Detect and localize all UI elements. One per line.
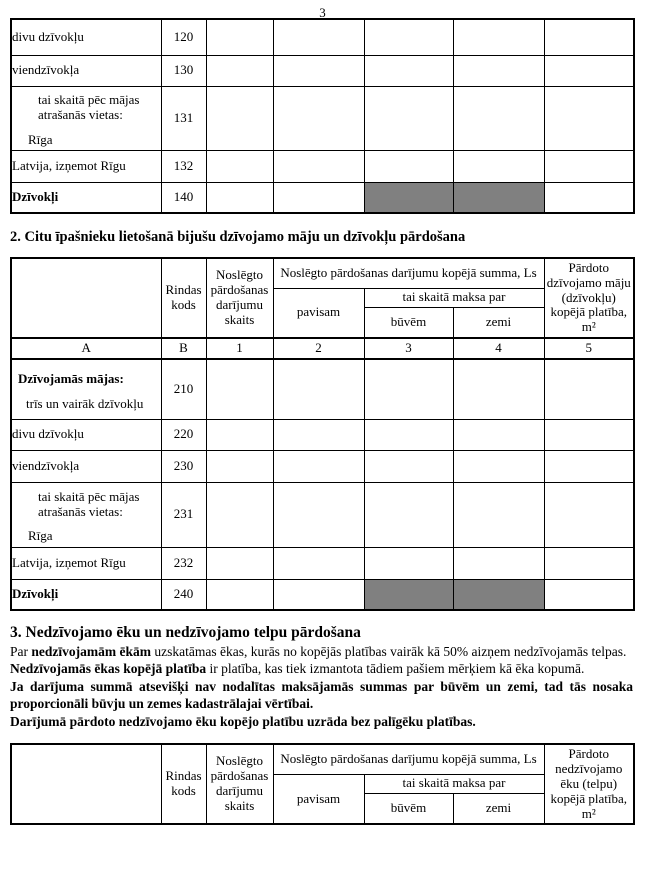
- row-code-cell: 240: [161, 579, 206, 610]
- row-code-cell: 220: [161, 419, 206, 450]
- table-row: [11, 450, 634, 482]
- data-cell: [453, 450, 544, 482]
- header-kopeja-platiba: Pārdoto nedzīvojamo ēku (telpu) kopējā platība, m²: [544, 744, 634, 824]
- data-cell: [453, 419, 544, 450]
- page-number: 3: [319, 5, 326, 20]
- row-label-cell: divu dzīvokļu: [11, 19, 161, 55]
- section-3-body: [10, 643, 633, 730]
- column-letter: A: [11, 338, 161, 359]
- data-cell: [453, 482, 544, 547]
- data-cell: [273, 579, 364, 610]
- data-cell: [273, 419, 364, 450]
- row-code-cell: 230: [161, 450, 206, 482]
- header-buvem: būvēm: [364, 307, 453, 338]
- row-group-label: tai skaitā pēc mājas atrašanās vietas:: [38, 488, 140, 519]
- data-cell: [273, 55, 364, 86]
- row-label-cell: Dzīvokļi: [11, 579, 161, 610]
- table-row: [11, 547, 634, 579]
- table-header-row: [11, 258, 634, 288]
- row-label-cell: Dzīvokļi: [11, 182, 161, 213]
- data-cell: [273, 547, 364, 579]
- table-row: [11, 55, 634, 86]
- data-cell: [364, 359, 453, 419]
- row-code-cell: 120: [161, 19, 206, 55]
- table-header-row: [11, 744, 634, 774]
- shaded-cell: [364, 182, 453, 213]
- data-cell: [273, 86, 364, 150]
- data-cell: [273, 450, 364, 482]
- data-cell: [544, 19, 634, 55]
- header-rindas-kods: Rindas kods: [161, 744, 206, 824]
- header-buvem: būvēm: [364, 793, 453, 824]
- row-code-cell: 140: [161, 182, 206, 213]
- data-cell: [364, 19, 453, 55]
- data-cell: [364, 482, 453, 547]
- data-cell: [273, 19, 364, 55]
- data-cell: [206, 182, 273, 213]
- header-pavisam: pavisam: [273, 288, 364, 338]
- data-cell: [206, 86, 273, 150]
- table-row: [11, 419, 634, 450]
- paragraph-nedzivojamas-ekas: [10, 643, 633, 660]
- data-cell: [544, 547, 634, 579]
- row-code-cell: 131: [161, 86, 206, 150]
- header-pavisam: pavisam: [273, 774, 364, 824]
- data-cell: [364, 450, 453, 482]
- data-cell: [453, 55, 544, 86]
- header-zemi: zemi: [453, 793, 544, 824]
- header-darijumu-skaits: Noslēgto pārdošanas darījumu skaits: [206, 258, 273, 338]
- data-cell: [364, 419, 453, 450]
- section-3-heading: 3. Nedzīvojamo ēku un nedzīvojamo telpu pārdošana: [10, 624, 361, 641]
- row-code-cell: 210: [161, 359, 206, 419]
- row-code-cell: 132: [161, 150, 206, 182]
- header-kopeja-summa: Noslēgto pārdošanas darījumu kopējā summa, Ls: [273, 744, 544, 774]
- table-row: [11, 182, 634, 213]
- data-cell: [544, 579, 634, 610]
- data-cell: [544, 482, 634, 547]
- data-cell: [206, 150, 273, 182]
- header-corner-cell: [11, 258, 161, 338]
- paragraph-paligeku-platiba: Darījumā pārdoto nedzīvojamo ēku kopējo platību uzrāda bez palīgēku platības.: [10, 713, 476, 729]
- header-darijumu-skaits: Noslēgto pārdošanas darījumu skaits: [206, 744, 273, 824]
- data-cell: [273, 359, 364, 419]
- row-label-cell: [11, 359, 161, 419]
- row-code-cell: 231: [161, 482, 206, 547]
- row-label-cell: [11, 482, 161, 547]
- table-row: [11, 19, 634, 55]
- row-group-label: tai skaitā pēc mājas atrašanās vietas:: [38, 92, 140, 123]
- table-row: [11, 482, 634, 547]
- data-cell: [453, 150, 544, 182]
- row-label-cell: Latvija, izņemot Rīgu: [11, 547, 161, 579]
- data-cell: [453, 359, 544, 419]
- header-kopeja-summa: Noslēgto pārdošanas darījumu kopējā summa, Ls: [273, 258, 544, 288]
- data-cell: [206, 419, 273, 450]
- column-letter: 4: [453, 338, 544, 359]
- data-cell: [206, 359, 273, 419]
- row-label-cell: Latvija, izņemot Rīgu: [11, 150, 161, 182]
- table-dzivojamas-majas-continuation: [10, 18, 635, 214]
- table-nedzivojamo-eku-header: [10, 743, 635, 825]
- data-cell: [544, 359, 634, 419]
- data-cell: [273, 482, 364, 547]
- data-cell: [206, 579, 273, 610]
- text-run-bold: Nedzīvojamās ēkas kopējā platība: [10, 661, 207, 677]
- data-cell: [273, 182, 364, 213]
- data-cell: [364, 547, 453, 579]
- data-cell: [453, 86, 544, 150]
- data-cell: [544, 86, 634, 150]
- row-group-label: Dzīvojamās mājas:: [18, 370, 124, 386]
- shaded-cell: [453, 182, 544, 213]
- data-cell: [206, 55, 273, 86]
- data-cell: [453, 19, 544, 55]
- row-code-cell: 130: [161, 55, 206, 86]
- shaded-cell: [453, 579, 544, 610]
- data-cell: [544, 55, 634, 86]
- row-label-cell: viendzīvokļa: [11, 450, 161, 482]
- section-2-heading: 2. Citu īpašnieku lietošanā bijušu dzīvojamo māju un dzīvokļu pārdošana: [10, 229, 466, 245]
- data-cell: [206, 19, 273, 55]
- text-run: ir platība, kas tiek izmantota tādiem pašiem mērķiem kā ēka kopumā.: [206, 661, 585, 677]
- data-cell: [544, 150, 634, 182]
- data-cell: [206, 482, 273, 547]
- data-cell: [544, 419, 634, 450]
- table-citu-ipasnieku: [10, 257, 635, 611]
- text-run: uzskatāmas ēkas, kurās no kopējās platības vairāk kā 50% aizņem nedzīvojamās telpas.: [150, 644, 627, 659]
- text-run-bold: nedzīvojamām ēkām: [31, 644, 151, 659]
- row-label-cell: [11, 86, 161, 150]
- column-letters-row: [11, 338, 634, 359]
- header-tai-skaita-maksa: tai skaitā maksa par: [364, 774, 544, 793]
- row-label: Rīga: [28, 528, 53, 544]
- column-letter: 2: [273, 338, 364, 359]
- data-cell: [206, 450, 273, 482]
- column-letter: 3: [364, 338, 453, 359]
- table-row: [11, 359, 634, 419]
- column-letter: 1: [206, 338, 273, 359]
- header-corner-cell: [11, 744, 161, 824]
- column-letter: B: [161, 338, 206, 359]
- row-label-cell: viendzīvokļa: [11, 55, 161, 86]
- table-row: [11, 86, 634, 150]
- header-tai-skaita-maksa: tai skaitā maksa par: [364, 288, 544, 307]
- row-code-cell: 232: [161, 547, 206, 579]
- data-cell: [206, 547, 273, 579]
- header-rindas-kods: Rindas kods: [161, 258, 206, 338]
- header-zemi: zemi: [453, 307, 544, 338]
- row-label: Rīga: [28, 131, 53, 147]
- column-letter: 5: [544, 338, 634, 359]
- row-label-cell: divu dzīvokļu: [11, 419, 161, 450]
- paragraph-kopeja-platiba: [10, 660, 633, 677]
- data-cell: [544, 182, 634, 213]
- header-kopeja-platiba: Pārdoto dzīvojamo māju (dzīvokļu) kopējā platība, m²: [544, 258, 634, 338]
- shaded-cell: [364, 579, 453, 610]
- data-cell: [544, 450, 634, 482]
- table-row: [11, 150, 634, 182]
- data-cell: [273, 150, 364, 182]
- data-cell: [364, 55, 453, 86]
- data-cell: [364, 86, 453, 150]
- table-row: [11, 579, 634, 610]
- paragraph-darijuma-summa: Ja darījuma summā atsevišķi nav nodalītas maksājamās summas par būvēm un zemi, tad tās nosaka proporcionāli būvju un zemes kadastrālajai vērtībai.: [10, 678, 633, 712]
- data-cell: [453, 547, 544, 579]
- data-cell: [364, 150, 453, 182]
- text-run: Par: [10, 644, 32, 659]
- row-label: trīs un vairāk dzīvokļu: [26, 396, 144, 412]
